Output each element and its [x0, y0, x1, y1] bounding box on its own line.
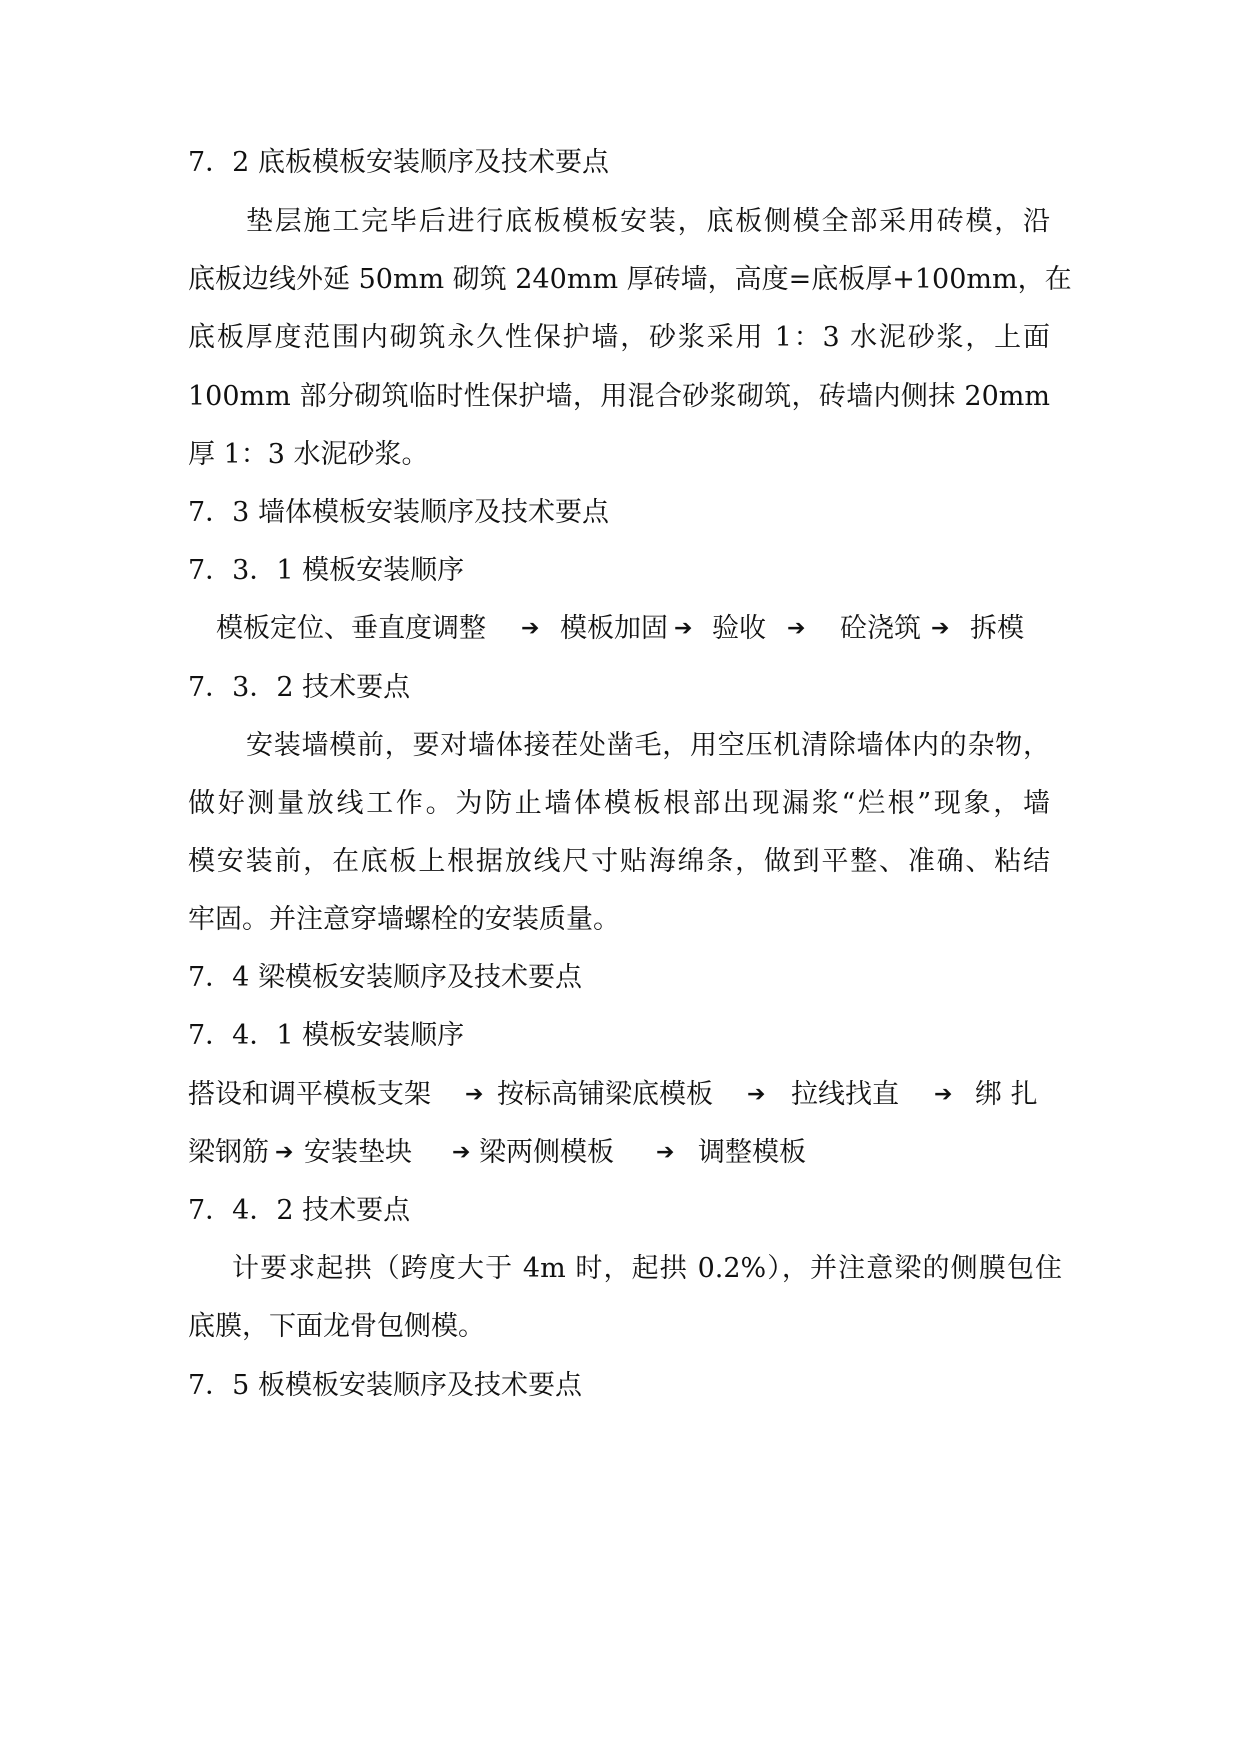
flow-step: 模板加固 — [560, 613, 668, 644]
arrow-right-icon: ➔ — [674, 616, 693, 641]
paragraph-line: 做好测量放线工作。为防止墙体模板根部出现漏浆“烂根”现象，墙 — [188, 788, 1050, 819]
paragraph-line: 垫层施工完毕后进行底板模板安装，底板侧模全部采用砖模，沿 — [246, 206, 1050, 237]
arrow-right-icon: ➔ — [521, 616, 540, 641]
flow-step: 搭设和调平模板支架 — [188, 1079, 431, 1110]
heading-7-4: 7．4 梁模板安装顺序及技术要点 — [188, 962, 582, 993]
flow-step: 安装垫块 — [304, 1137, 412, 1168]
paragraph-line: 牢固。并注意穿墙螺栓的安装质量。 — [188, 904, 620, 935]
flow-step: 按标高铺梁底模板 — [497, 1079, 713, 1110]
paragraph-line: 模安装前，在底板上根据放线尺寸贴海绵条，做到平整、准确、粘结 — [188, 846, 1050, 877]
arrow-right-icon: ➔ — [931, 616, 950, 641]
arrow-right-icon: ➔ — [934, 1082, 953, 1107]
paragraph-line: 计要求起拱（跨度大于 4m 时，起拱 0.2%），并注意梁的侧膜包住 — [232, 1253, 1062, 1284]
heading-7-4-1: 7．4．1 模板安装顺序 — [188, 1020, 465, 1051]
arrow-right-icon: ➔ — [452, 1140, 471, 1165]
flow-step: 模板定位、垂直度调整 — [216, 613, 486, 644]
arrow-right-icon: ➔ — [747, 1082, 766, 1107]
arrow-right-icon: ➔ — [465, 1082, 484, 1107]
flow-step: 砼浇筑 — [840, 613, 921, 644]
heading-7-3-2: 7．3．2 技术要点 — [188, 672, 411, 703]
flow-step: 拉线找直 — [791, 1079, 899, 1110]
flow-step: 绑 扎 — [975, 1079, 1038, 1110]
flow-step: 调整模板 — [698, 1137, 806, 1168]
flow-step: 拆模 — [970, 613, 1024, 644]
paragraph-line: 底板边线外延 50mm 砌筑 240mm 厚砖墙，高度=底板厚+100mm，在 — [188, 264, 1072, 295]
paragraph-line: 底板厚度范围内砌筑永久性保护墙，砂浆采用 1：3 水泥砂浆，上面 — [188, 322, 1050, 353]
heading-7-3-1: 7．3．1 模板安装顺序 — [188, 555, 465, 586]
paragraph-line: 安装墙模前，要对墙体接茬处凿毛，用空压机清除墙体内的杂物， — [246, 730, 1050, 761]
paragraph-line: 100mm 部分砌筑临时性保护墙，用混合砂浆砌筑，砖墙内侧抹 20mm — [188, 381, 1050, 412]
arrow-right-icon: ➔ — [275, 1140, 294, 1165]
heading-7-4-2: 7．4．2 技术要点 — [188, 1195, 411, 1226]
arrow-right-icon: ➔ — [656, 1140, 675, 1165]
flow-step: 验收 — [712, 613, 766, 644]
arrow-right-icon: ➔ — [787, 616, 806, 641]
flow-step: 梁钢筋 — [188, 1137, 269, 1168]
heading-7-3: 7．3 墙体模板安装顺序及技术要点 — [188, 497, 609, 528]
flow-step: 梁两侧模板 — [479, 1137, 614, 1168]
heading-7-2: 7．2 底板模板安装顺序及技术要点 — [188, 147, 609, 178]
paragraph-line: 厚 1：3 水泥砂浆。 — [188, 439, 429, 470]
heading-7-5: 7．5 板模板安装顺序及技术要点 — [188, 1370, 582, 1401]
paragraph-line: 底膜，下面龙骨包侧模。 — [188, 1311, 485, 1342]
